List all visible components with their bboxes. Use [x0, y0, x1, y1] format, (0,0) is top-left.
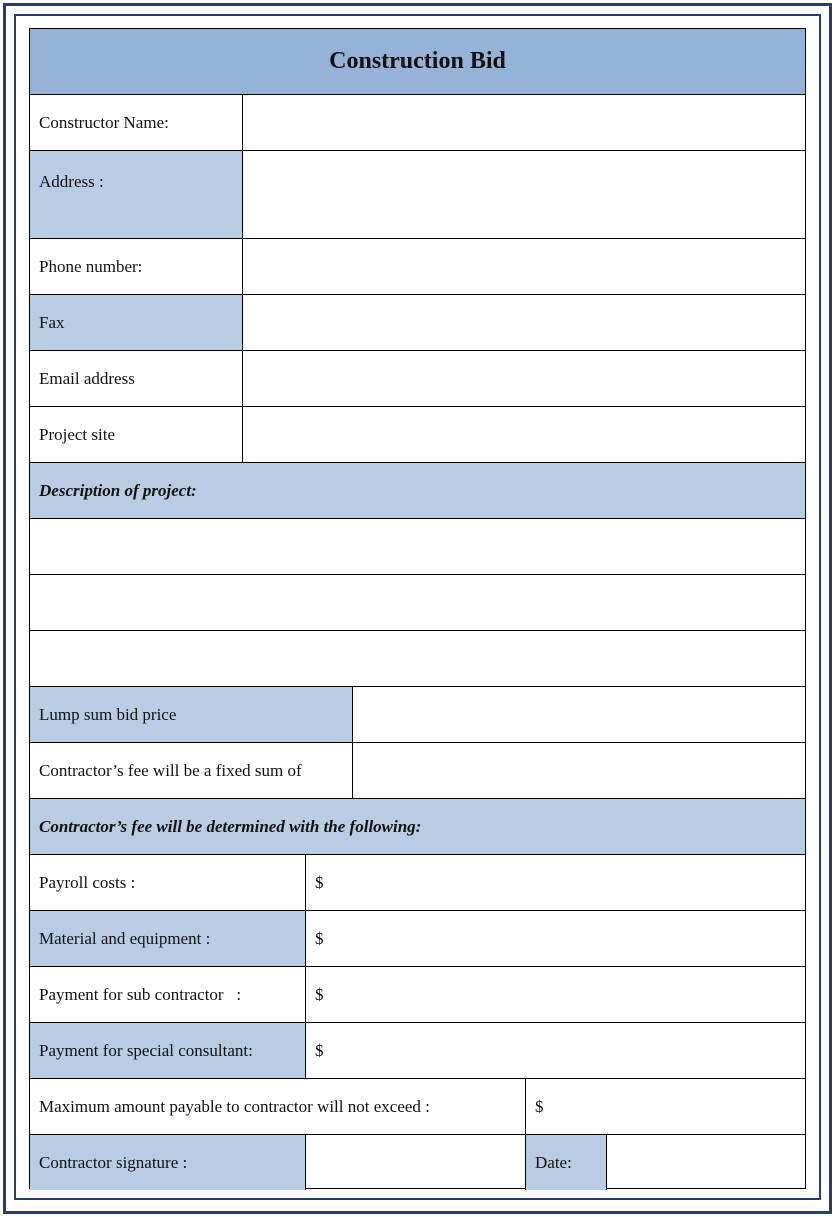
description-heading: Description of project:	[30, 463, 805, 518]
max-amount-label: Maximum amount payable to contractor will not exceed :	[30, 1079, 526, 1134]
description-line-3	[30, 631, 805, 687]
fee-heading: Contractor’s fee will be determined with the following:	[30, 799, 805, 854]
payroll-field[interactable]: $	[315, 872, 324, 892]
consultant-field[interactable]: $	[315, 1040, 324, 1060]
sub-contractor-field[interactable]: $	[315, 984, 324, 1004]
fax-label: Fax	[30, 295, 243, 350]
material-field[interactable]: $	[315, 928, 324, 948]
consultant-row	[30, 1023, 805, 1079]
fax-field[interactable]	[243, 295, 805, 350]
max-amount-field[interactable]: $	[535, 1096, 544, 1116]
consultant-label: Payment for special consultant:	[30, 1023, 306, 1078]
title-row	[30, 29, 805, 95]
project-site-field[interactable]	[243, 407, 805, 462]
max-amount-row	[30, 1079, 805, 1135]
signature-row	[30, 1135, 805, 1190]
phone-row	[30, 239, 805, 295]
signature-label: Contractor signature :	[30, 1135, 306, 1190]
fixed-fee-row	[30, 743, 805, 799]
payroll-label: Payroll costs :	[30, 855, 306, 910]
description-field-3[interactable]	[30, 631, 805, 686]
description-field-1[interactable]	[30, 519, 805, 574]
material-label: Material and equipment :	[30, 911, 306, 966]
material-row	[30, 911, 805, 967]
construction-bid-form	[29, 28, 806, 1189]
project-site-row	[30, 407, 805, 463]
description-line-1	[30, 519, 805, 575]
fixed-fee-field[interactable]	[353, 743, 805, 798]
phone-field[interactable]	[243, 239, 805, 294]
fee-heading-row	[30, 799, 805, 855]
sub-contractor-row	[30, 967, 805, 1023]
description-field-2[interactable]	[30, 575, 805, 630]
email-field[interactable]	[243, 351, 805, 406]
lump-sum-row	[30, 687, 805, 743]
project-site-label: Project site	[30, 407, 243, 462]
sub-contractor-label: Payment for sub contractor :	[30, 967, 306, 1022]
date-field[interactable]	[607, 1135, 805, 1190]
constructor-name-row	[30, 95, 805, 151]
email-label: Email address	[30, 351, 243, 406]
lump-sum-field[interactable]	[353, 687, 805, 742]
form-title: Construction Bid	[30, 29, 805, 94]
payroll-row	[30, 855, 805, 911]
phone-label: Phone number:	[30, 239, 243, 294]
address-label: Address :	[30, 151, 243, 238]
constructor-name-field[interactable]	[243, 95, 805, 150]
fax-row	[30, 295, 805, 351]
address-row	[30, 151, 805, 239]
description-line-2	[30, 575, 805, 631]
date-label: Date:	[526, 1135, 607, 1190]
fixed-fee-label: Contractor’s fee will be a fixed sum of	[30, 743, 353, 798]
address-field[interactable]	[243, 151, 805, 238]
signature-field[interactable]	[306, 1135, 526, 1190]
constructor-name-label: Constructor Name:	[30, 95, 243, 150]
description-heading-row	[30, 463, 805, 519]
email-row	[30, 351, 805, 407]
lump-sum-label: Lump sum bid price	[30, 687, 353, 742]
